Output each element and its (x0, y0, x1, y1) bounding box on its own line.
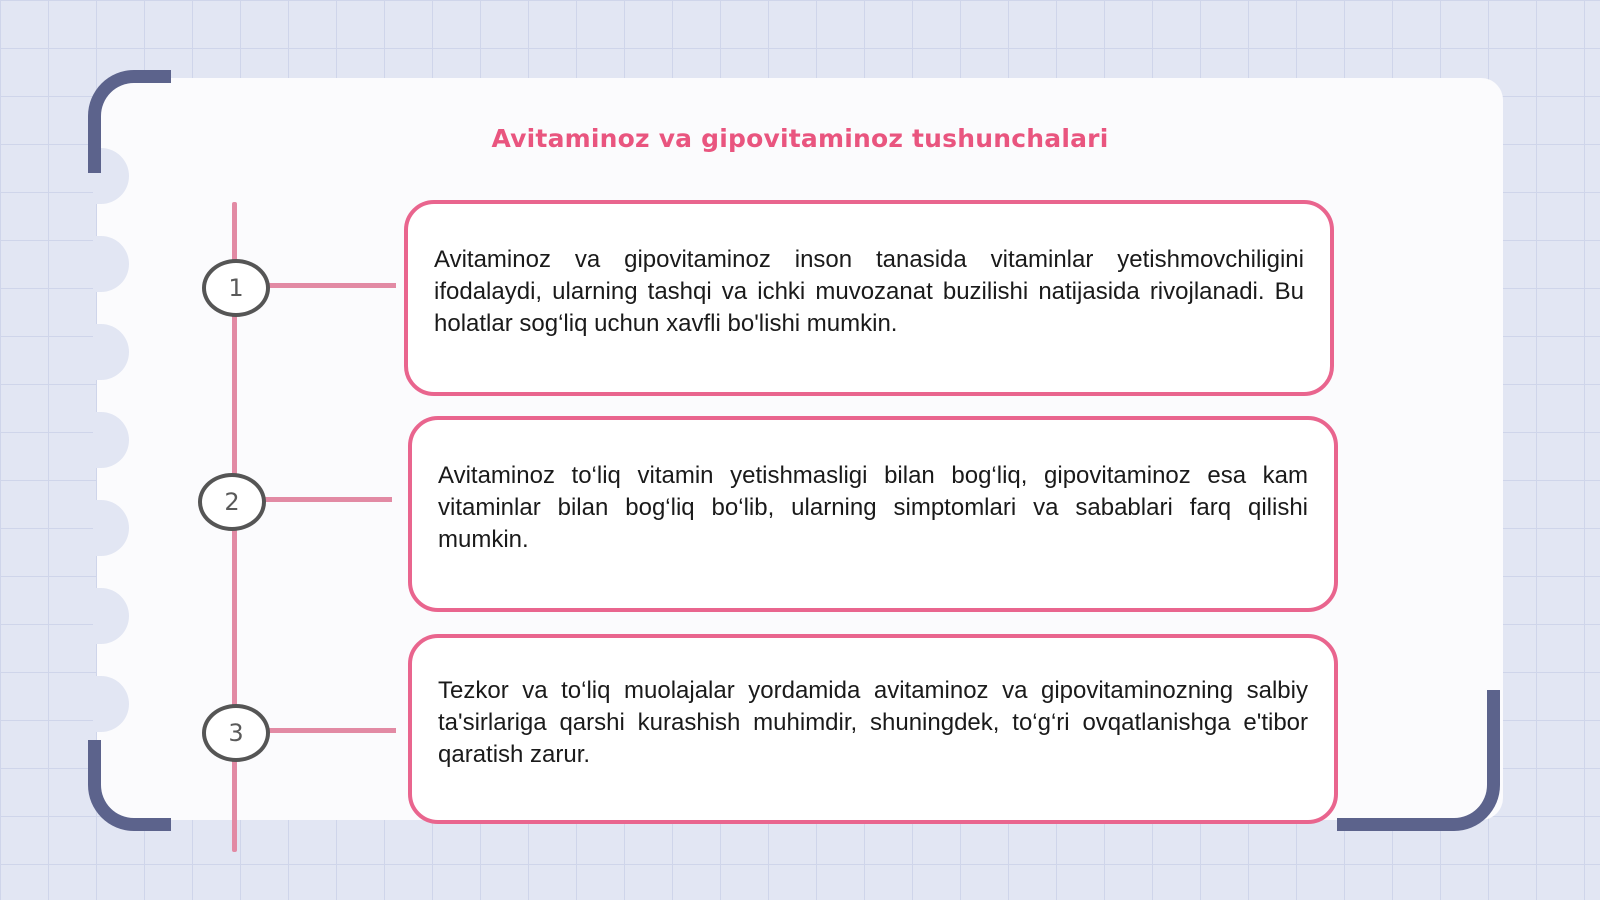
corner-bracket-bottom-right (1337, 690, 1500, 831)
timeline-connector (262, 497, 392, 502)
text-card-body: Avitaminoz to‘liq vitamin yetishmasligi bilan bog‘liq, gipovitaminoz esa kam vitaminlar bilan bog‘liq bo‘lib, ularning simptomlari va sabablari farq qilishi mumkin. (438, 462, 1308, 553)
corner-bracket-bottom-left (88, 740, 171, 831)
text-card-3 (408, 634, 1338, 824)
step-number-badge: 3 (202, 704, 270, 762)
slide-title: Avitaminoz va gipovitaminoz tushunchalari (491, 124, 1109, 153)
step-number-badge: 2 (198, 473, 266, 531)
timeline-connector (266, 283, 396, 288)
text-card-2 (408, 416, 1338, 612)
text-card-body: Tezkor va to‘liq muolajalar yordamida avitaminoz va gipovitaminozning salbiy ta'sirlariga qarshi kurashish muhimdir, shuningdek, to‘g‘ri ovqatlanishga e'tibor qaratish zarur. (438, 677, 1308, 768)
corner-bracket-top-left (88, 70, 171, 173)
timeline-connector (266, 728, 396, 733)
text-card-body: Avitaminoz va gipovitaminoz inson tanasida vitaminlar yetishmovchiligini ifodalaydi, ularning tashqi va ichki muvozanat buzilishi natijasida rivojlanadi. Bu holatlar sog‘liq uchun xavfli bo'lishi mumkin. (434, 246, 1304, 337)
text-card-1 (404, 200, 1334, 396)
step-number-badge: 1 (202, 259, 270, 317)
